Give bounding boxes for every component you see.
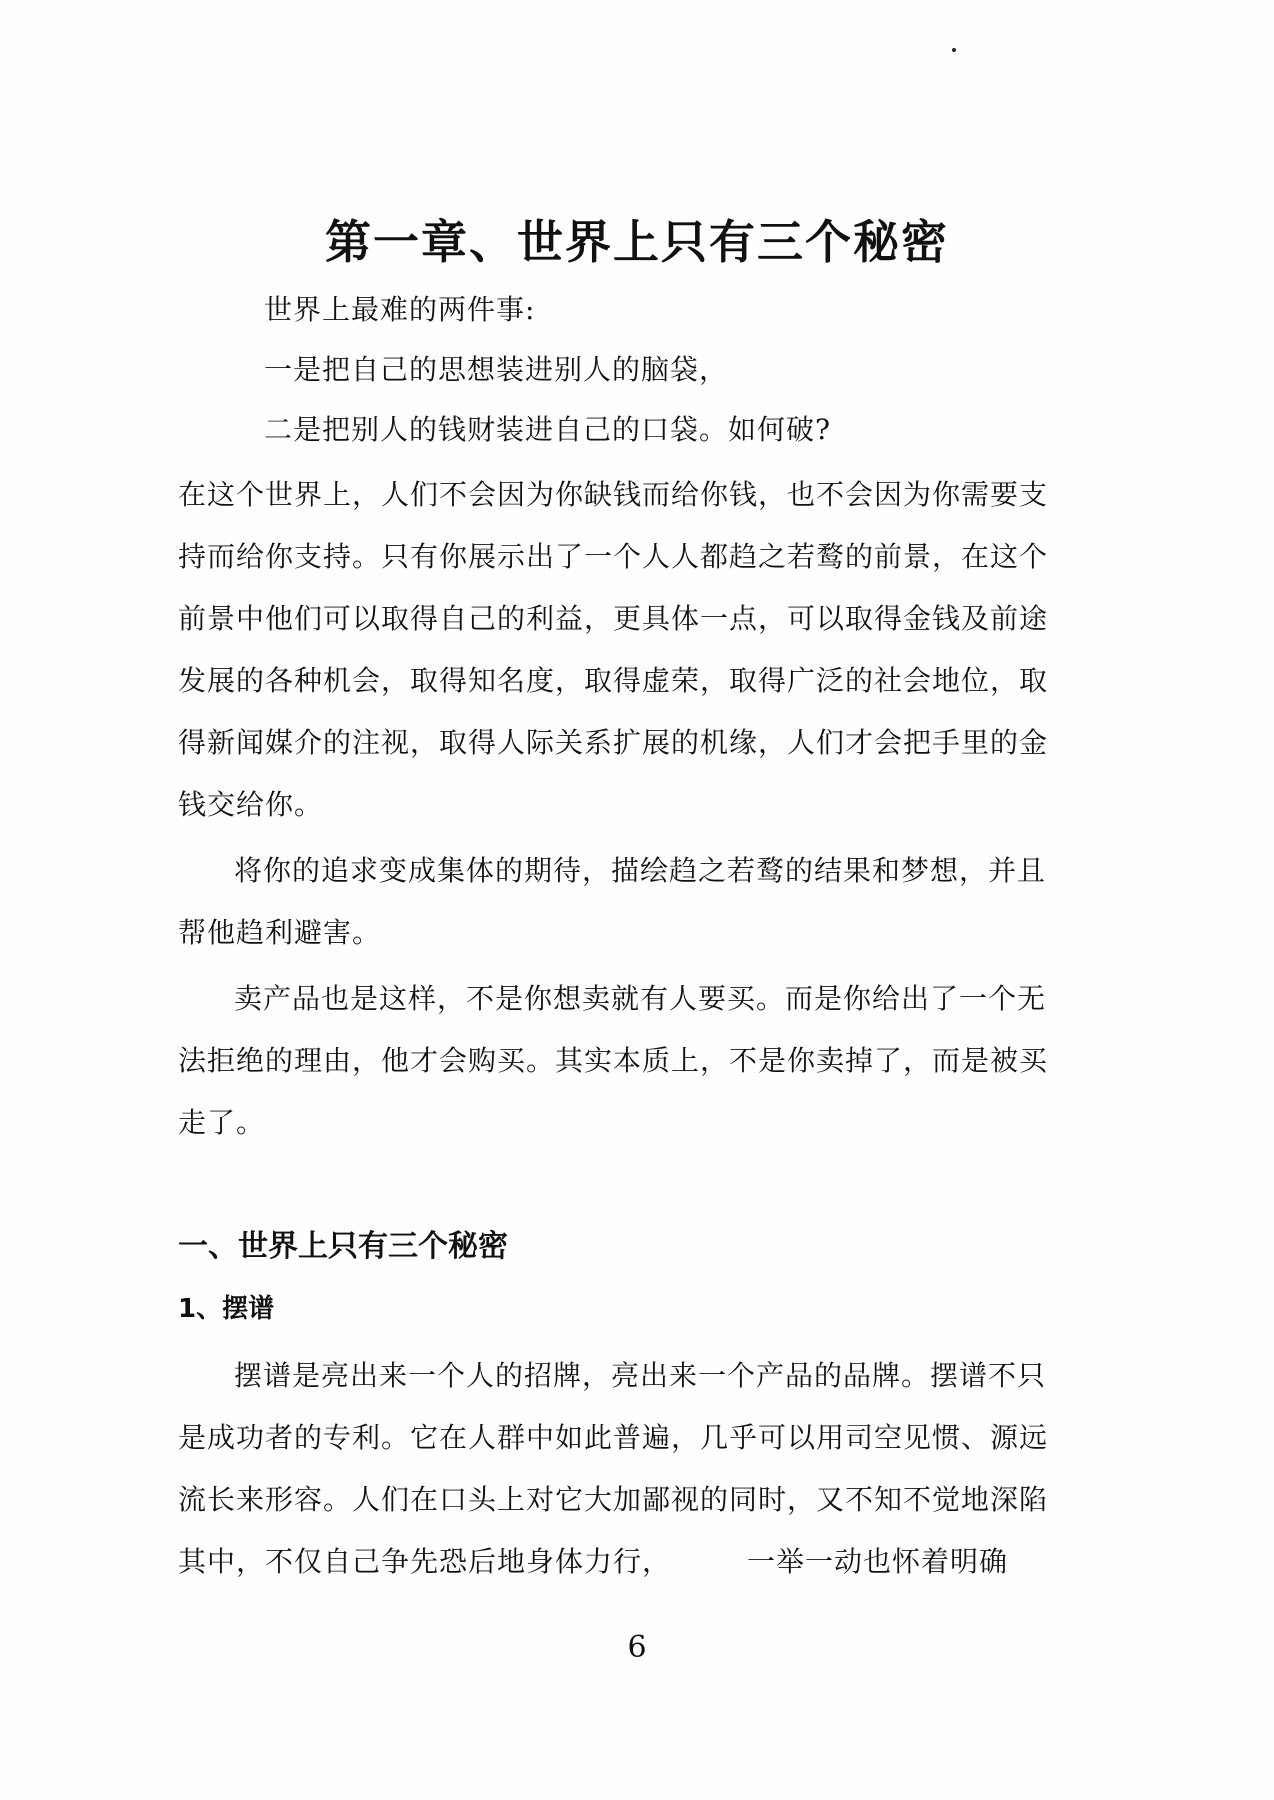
- paragraph3-line-1: 卖产品也是这样，不是你想卖就有人要买。而是你给出了一个无: [234, 982, 1047, 1015]
- chapter-title: 第一章、世界上只有三个秘密: [325, 215, 949, 269]
- paragraph1-line-2: 持而给你支持。只有你展示出了一个人人都趋之若鹜的前景，在这个: [178, 540, 1049, 573]
- paragraph4-line-4-right: 一举一动也怀着明确: [746, 1545, 1008, 1578]
- paragraph1-line-6: 钱交给你。: [178, 788, 324, 821]
- scan-speck: [952, 48, 956, 52]
- paragraph1-line-5: 得新闻媒介的注视，取得人际关系扩展的机缘，人们才会把手里的金: [178, 726, 1049, 759]
- paragraph1-line-3: 前景中他们可以取得自己的利益，更具体一点，可以取得金钱及前途: [178, 602, 1049, 635]
- paragraph4-line-4: [178, 1542, 1008, 1582]
- sub-heading: 1、摆谱: [178, 1294, 275, 1324]
- paragraph1-line-1: 在这个世界上，人们不会因为你缺钱而给你钱，也不会因为你需要支: [178, 478, 1049, 511]
- paragraph3-line-2: 法拒绝的理由，他才会购买。其实本质上，不是你卖掉了，而是被买: [178, 1044, 1049, 1077]
- paragraph4-line-2: 是成功者的专利。它在人群中如此普遍，几乎可以用司空见惯、源远: [178, 1421, 1049, 1454]
- intro-line-1: 世界上最难的两件事:: [264, 293, 536, 326]
- intro-line-2: 一是把自己的思想装进别人的脑袋，: [264, 353, 729, 386]
- section-heading: 一、世界上只有三个秘密: [178, 1229, 508, 1264]
- paragraph4-line-1: 摆谱是亮出来一个人的招牌，亮出来一个产品的品牌。摆谱不只: [234, 1359, 1047, 1392]
- paragraph2-line-1: 将你的追求变成集体的期待，描绘趋之若鹜的结果和梦想，并且: [234, 854, 1047, 887]
- paragraph1-line-4: 发展的各种机会，取得知名度，取得虚荣，取得广泛的社会地位，取: [178, 664, 1049, 697]
- paragraph3-line-3: 走了。: [178, 1106, 266, 1139]
- paragraph2-line-2: 帮他趋利避害。: [178, 916, 382, 949]
- intro-line-3: 二是把别人的钱财装进自己的口袋。如何破?: [264, 413, 832, 446]
- page-number: 6: [627, 1630, 647, 1665]
- paragraph4-line-3: 流长来形容。人们在口头上对它大加鄙视的同时，又不知不觉地深陷: [178, 1483, 1049, 1516]
- paragraph4-line-4-left: 其中，不仅自己争先恐后地身体力行，: [178, 1545, 672, 1578]
